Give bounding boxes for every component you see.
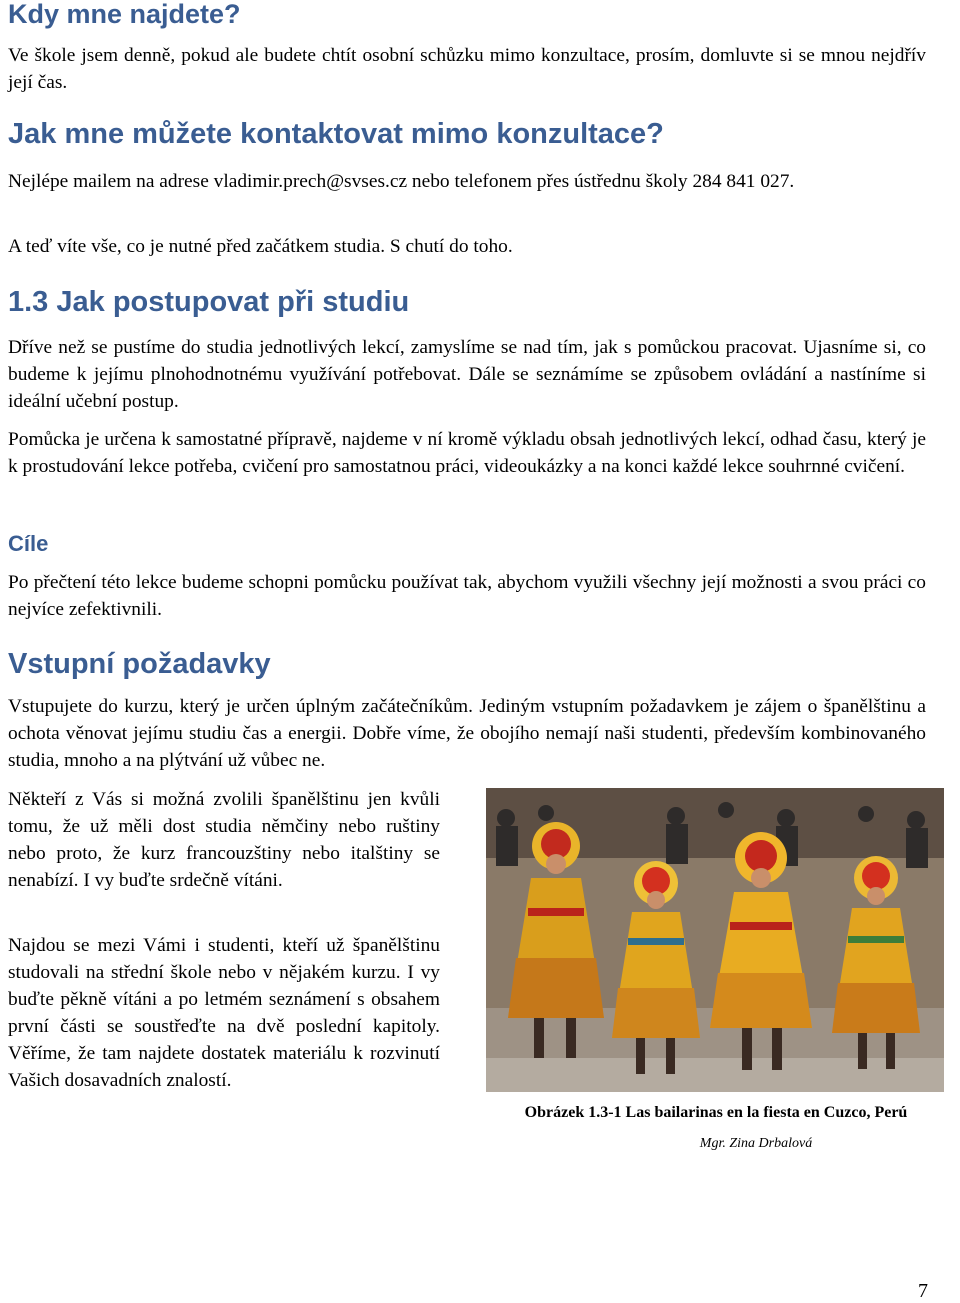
heading-contact-outside: Jak mne můžete kontaktovat mimo konzultace? [8, 118, 664, 150]
requirements-paragraph-3: Najdou se mezi Vámi i studenti, kteří už španělštinu studovali na střední škole nebo v nějakém kurzu. I vy buďte pěkně vítáni a po letmém seznámení s obsahem první části se soustřeďte na dvě poslední kapitoly. Věříme, že tam najdete dostatek materiálu k rozvinutí Vašich dosavadních znalostí. [8, 935, 440, 1091]
requirements-paragraph-2: Někteří z Vás si možná zvolili španělštinu jen kvůli tomu, že už měli dost studia němčiny nebo ruštiny nebo proto, že kurz francouzštiny nebo italštiny se nenabízí. I vy buďte srdečně vítáni. [8, 789, 440, 891]
chapter-heading: 1.3 Jak postupovat při studiu [8, 286, 410, 318]
page-number: 7 [918, 1280, 928, 1302]
goals-paragraph: Po přečtení této lekce budeme schopni pomůcku používat tak, abychom využili všechny její možnosti a svou práci co nejvíce zefektivnili. [8, 572, 926, 620]
goals-heading: Cíle [8, 531, 49, 556]
closing-line: A teď víte vše, co je nutné před začátkem studia. S chutí do toho. [8, 236, 513, 257]
requirements-heading: Vstupní požadavky [8, 648, 271, 680]
contact-outside-paragraph: Nejlépe mailem na adrese vladimir.prech@svses.cz nebo telefonem přes ústřednu školy 284 841 027. [8, 171, 795, 192]
requirements-paragraph-1: Vstupujete do kurzu, který je určen úplným začátečníkům. Jediným vstupním požadavkem je zájem o španělštinu a ochota věnovat jejímu studiu čas a energii. Dobře víme, že obojího nemají naši studenti, především kombinovaného studia, mnoho a na plýtvání už vůbec ne. [8, 696, 926, 771]
figure-caption: Obrázek 1.3-1 Las bailarinas en la fiesta en Cuzco, Perú [524, 1104, 908, 1121]
heading-contact: Kdy mne najdete? [8, 0, 241, 29]
chapter-paragraph-1: Dříve než se pustíme do studia jednotlivých lekcí, zamyslíme se nad tím, jak s pomůckou pracovat. Ujasníme si, co budeme k jejímu plnohodnotnému využívání potřebovat. Dále se seznámíme se způsobem ovládání a nastíníme si ideální učební postup. [8, 337, 926, 412]
chapter-paragraph-2: Pomůcka je určena k samostatné přípravě, najdeme v ní kromě výkladu obsah jednotlivých lekcí, odhad času, který je k prostudování lekce potřeba, cvičení pro samostatnou práci, videoukázky a na konci každé lekce souhrnné cvičení. [8, 429, 926, 477]
contact-paragraph: Ve škole jsem denně, pokud ale budete chtít osobní schůzku mimo konzultace, prosím, domluvte si se mnou nejdřív její čas. [8, 45, 926, 93]
dancers-photo [486, 788, 944, 1092]
figure-credit: Mgr. Zina Drbalová [699, 1136, 813, 1151]
